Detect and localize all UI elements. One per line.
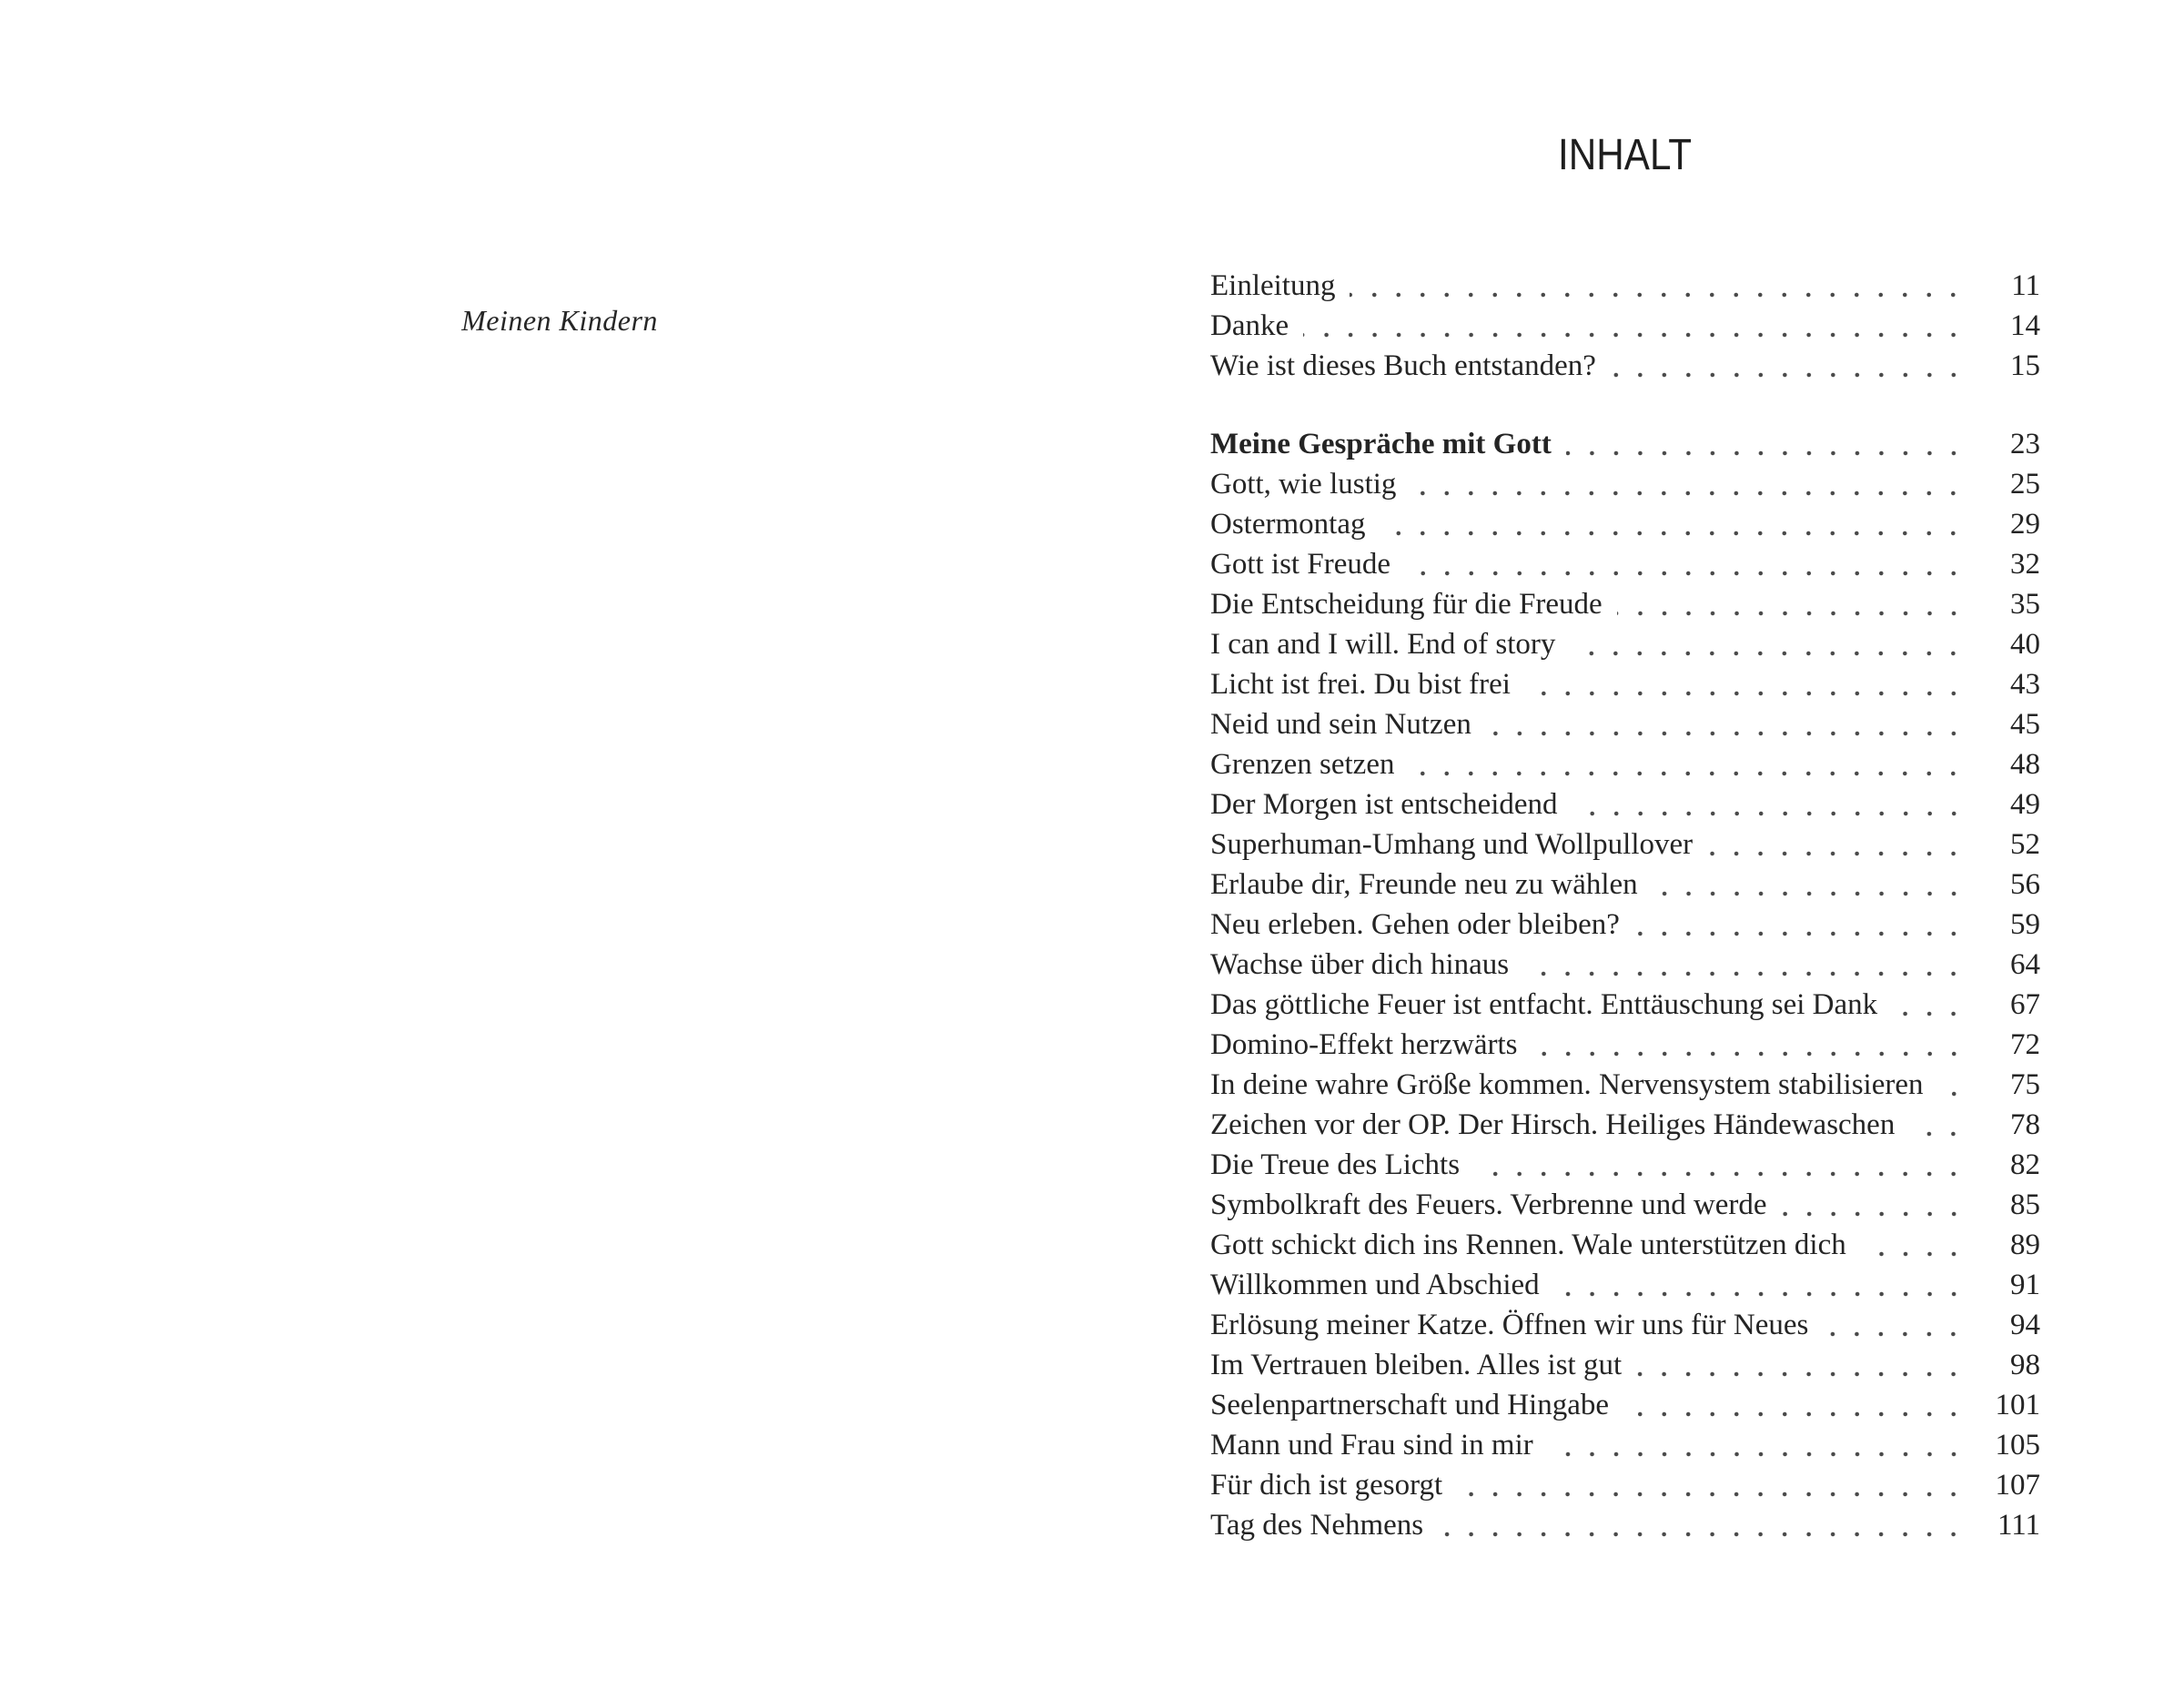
dot-leader (1438, 1505, 1967, 1545)
dot-leader (1474, 1145, 1967, 1185)
dot-leader (1303, 306, 1967, 346)
toc-entry-label: Zeichen vor der OP. Der Hirsch. Heiliges Händewaschen (1210, 1108, 1896, 1141)
toc-entry (1210, 1105, 2040, 1145)
toc-entry-label: Wachse über dich hinaus (1210, 948, 1510, 981)
dot-leader (1861, 1225, 1967, 1265)
dot-leader (1634, 905, 1967, 945)
dot-leader (1892, 985, 1967, 1025)
dot-leader (1525, 664, 1967, 704)
toc-entry (1210, 1385, 2040, 1425)
dot-leader (1570, 624, 1967, 664)
toc-entry-label: In deine wahre Größe kommen. Nervensystem stabilisieren (1210, 1068, 1924, 1101)
toc-entry-label: Mann und Frau sind in mir (1210, 1429, 1533, 1461)
toc-entry (1210, 424, 2040, 464)
toc-entry-page: 85 (2010, 1188, 2040, 1221)
toc-entry (1210, 664, 2040, 704)
toc-entry-page: 101 (1995, 1389, 2040, 1421)
toc-entry (1210, 266, 2040, 306)
toc-entry (1210, 1185, 2040, 1225)
toc-entry-page: 78 (2010, 1108, 2040, 1141)
dot-leader (1410, 464, 1967, 504)
toc-entry-label: Superhuman-Umhang und Wollpullover (1210, 828, 1694, 861)
dot-leader (1782, 1185, 1967, 1225)
dot-leader (1653, 865, 1967, 905)
toc-entry-label: Ostermontag (1210, 508, 1366, 541)
toc-entry-label: Willkommen und Abschied (1210, 1269, 1540, 1301)
dot-leader (1548, 1425, 1967, 1465)
toc-entry-label: Domino-Effekt herzwärts (1210, 1028, 1518, 1061)
toc-entry-page: 23 (2010, 428, 2040, 460)
toc-entry-page: 105 (1995, 1429, 2040, 1461)
dot-leader (1523, 945, 1967, 985)
toc-entry (1210, 544, 2040, 584)
toc-entry-page: 75 (2010, 1068, 2040, 1101)
toc-entry (1210, 784, 2040, 824)
toc-entry (1210, 346, 2040, 386)
toc-entry-label: I can and I will. End of story (1210, 628, 1556, 661)
toc-entry-page: 64 (2010, 948, 2040, 981)
dot-leader (1350, 266, 1967, 306)
toc-entry-label: Neu erleben. Gehen oder bleiben? (1210, 908, 1620, 941)
toc-entry-page: 98 (2010, 1349, 2040, 1381)
toc-entry-page: 52 (2010, 828, 2040, 861)
toc-entry (1210, 1065, 2040, 1105)
toc-entry-label: Das göttliche Feuer ist entfacht. Enttäuschung sei Dank (1210, 988, 1878, 1021)
toc-entry-page: 56 (2010, 868, 2040, 901)
toc-entry (1210, 1025, 2040, 1065)
toc-entry (1210, 1465, 2040, 1505)
toc-entry (1210, 1345, 2040, 1385)
toc-entry-page: 15 (2010, 349, 2040, 382)
dot-leader (1486, 704, 1967, 744)
toc-entry-page: 67 (2010, 988, 2040, 1021)
dot-leader (1707, 824, 1967, 865)
toc-entry-page: 11 (2011, 269, 2040, 302)
toc-entry (1210, 1265, 2040, 1305)
toc-entry-label: Für dich ist gesorgt (1210, 1469, 1443, 1502)
toc-entry-page: 111 (1997, 1509, 2040, 1542)
toc-entry-label: Erlaube dir, Freunde neu zu wählen (1210, 868, 1638, 901)
toc-entry (1210, 865, 2040, 905)
toc-entry-label: Licht ist frei. Du bist frei (1210, 668, 1511, 701)
dot-leader (1566, 424, 1967, 464)
toc-entry-page: 25 (2010, 468, 2040, 501)
toc-entry (1210, 584, 2040, 624)
toc-entry-label: Die Treue des Lichts (1210, 1148, 1461, 1181)
toc-entry-page: 14 (2010, 309, 2040, 342)
toc-entry-page: 48 (2010, 748, 2040, 781)
toc-entry (1210, 1425, 2040, 1465)
toc-entry-page: 59 (2010, 908, 2040, 941)
toc-entry (1210, 945, 2040, 985)
dot-leader (1405, 544, 1967, 584)
toc-entry-page: 35 (2010, 588, 2040, 621)
toc-entry-page: 72 (2010, 1028, 2040, 1061)
page-title-text: INHALT (1558, 131, 1693, 179)
toc-entry-page: 107 (1995, 1469, 2040, 1502)
toc-entry (1210, 504, 2040, 544)
page-title (1210, 131, 2040, 179)
dedication-text: Meinen Kindern (461, 304, 658, 337)
toc-entry-label: Danke (1210, 309, 1289, 342)
toc-entry-page: 43 (2010, 668, 2040, 701)
dot-leader (1554, 1265, 1967, 1305)
toc-entry-page: 89 (2010, 1229, 2040, 1261)
toc-entry (1210, 744, 2040, 784)
toc-entry-label: Meine Gespräche mit Gott (1210, 428, 1552, 460)
toc-entry (1210, 1505, 2040, 1545)
dot-leader (1623, 1385, 1967, 1425)
toc-entry-page: 29 (2010, 508, 2040, 541)
dot-leader (1572, 784, 1967, 824)
toc-entry-label: Symbolkraft des Feuers. Verbrenne und werde (1210, 1188, 1767, 1221)
toc-entry-label: Der Morgen ist entscheidend (1210, 788, 1558, 821)
dot-leader (1409, 744, 1967, 784)
toc-entry (1210, 905, 2040, 945)
dot-leader (1532, 1025, 1967, 1065)
toc-entry (1210, 985, 2040, 1025)
toc-entry-page: 32 (2010, 548, 2040, 581)
dot-leader (1938, 1065, 1967, 1105)
toc-entry-page: 82 (2010, 1148, 2040, 1181)
toc-entry (1210, 1225, 2040, 1265)
dot-leader (1909, 1105, 1967, 1145)
toc-entry (1210, 624, 2040, 664)
toc-entry-label: Im Vertrauen bleiben. Alles ist gut (1210, 1349, 1623, 1381)
toc-entry (1210, 464, 2040, 504)
toc-entry-label: Gott schickt dich ins Rennen. Wale unterstützen dich (1210, 1229, 1846, 1261)
toc-entry (1210, 824, 2040, 865)
toc-entry (1210, 1145, 2040, 1185)
toc-entry-label: Seelenpartnerschaft und Hingabe (1210, 1389, 1609, 1421)
toc-entry-label: Tag des Nehmens (1210, 1509, 1424, 1542)
toc-entry-label: Grenzen setzen (1210, 748, 1395, 781)
toc-entry-label: Gott, wie lustig (1210, 468, 1397, 501)
dot-leader (1617, 584, 1967, 624)
toc-entry-label: Neid und sein Nutzen (1210, 708, 1471, 741)
toc-entry-page: 94 (2010, 1309, 2040, 1341)
toc-entry (1210, 1305, 2040, 1345)
dot-leader (1636, 1345, 1967, 1385)
toc-entry-label: Die Entscheidung für die Freude (1210, 588, 1603, 621)
toc-entry-label: Erlösung meiner Katze. Öffnen wir uns für Neues (1210, 1309, 1809, 1341)
toc-entry-page: 45 (2010, 708, 2040, 741)
toc-entry-page: 91 (2010, 1269, 2040, 1301)
toc-entry-page: 40 (2010, 628, 2040, 661)
toc-entry-label: Einleitung (1210, 269, 1336, 302)
toc-entry-label: Wie ist dieses Buch entstanden? (1210, 349, 1596, 382)
dot-leader (1457, 1465, 1967, 1505)
table-of-contents (1210, 266, 2040, 1545)
toc-entry-label: Gott ist Freude (1210, 548, 1390, 581)
dot-leader (1380, 504, 1967, 544)
dot-leader (1823, 1305, 1967, 1345)
toc-entry (1210, 306, 2040, 346)
toc-entry-page: 49 (2010, 788, 2040, 821)
toc-entry (1210, 704, 2040, 744)
dot-leader (1611, 346, 1967, 386)
